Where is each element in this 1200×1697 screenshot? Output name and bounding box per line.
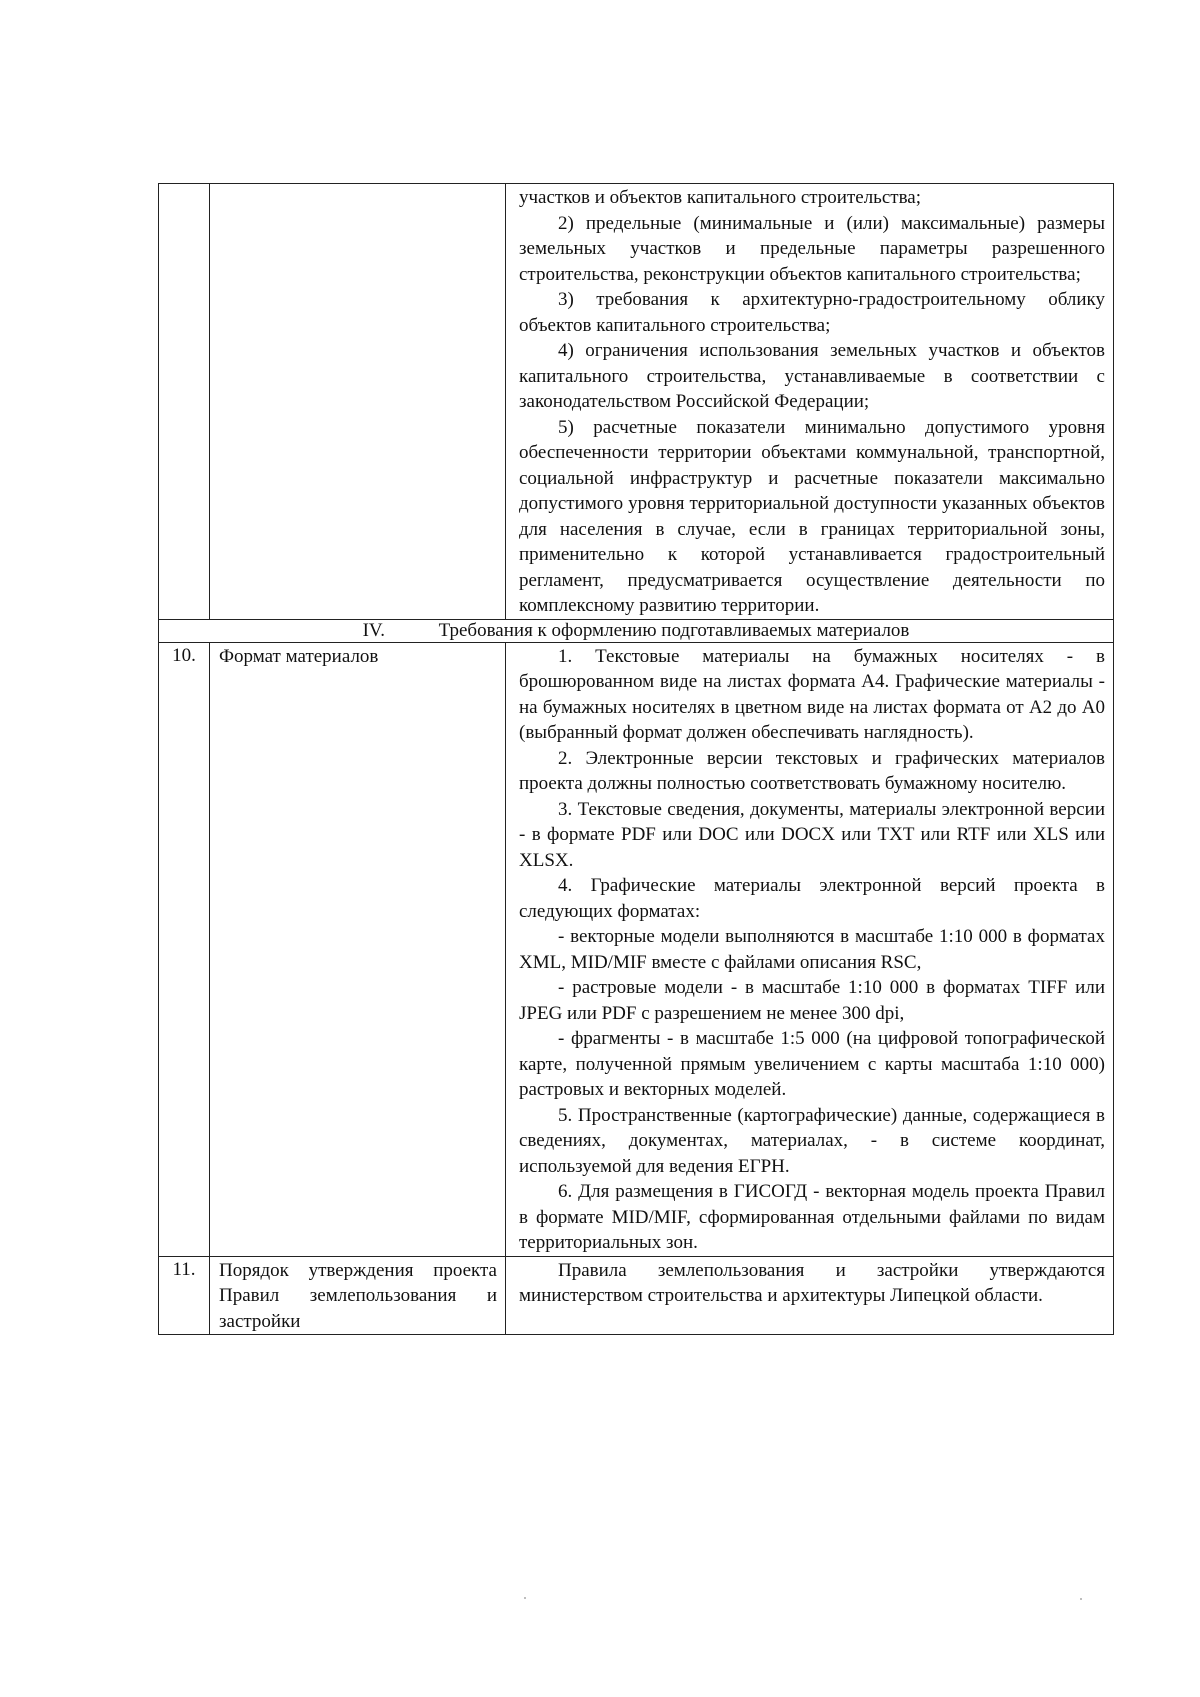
row-name-cell [210, 184, 506, 620]
content-paragraph: 4) ограничения использования земельных участков и объектов капитального строительства, устанавливаемые в соответствии с законодательством Российской Федерации; [519, 340, 1105, 412]
content-paragraph: 4. Графические материалы электронной версий проекта в следующих форматах: [519, 875, 1105, 922]
section-header-cell [159, 619, 1114, 642]
row-content-cell [506, 1256, 1114, 1335]
table-row-continued [159, 184, 1114, 620]
content-paragraph: 5) расчетные показатели минимально допустимого уровня обеспеченности территории объектами коммунальной, транспортной, социальной инфраструктур и расчетные показатели максимально допустимого уровня территориальной доступности указанных объектов для населения в случае, если в границах территориальной зоны, применительно к которой устанавливается градостроительный регламент, предусматривается осуществление деятельности по комплексному развитию территории. [519, 416, 1105, 616]
row-name-text: Порядок утверждения проекта Правил землепользования и застройки [219, 1259, 497, 1332]
content-paragraph: Правила землепользования и застройки утверждаются министерством строительства и архитектуры Липецкой области. [519, 1259, 1105, 1306]
section-header-row [159, 619, 1114, 642]
content-paragraph: 5. Пространственные (картографические) данные, содержащиеся в сведениях, документах, материалах, - в системе координат, используемой для ведения ЕГРН. [519, 1104, 1105, 1177]
row-name [210, 1256, 506, 1335]
row-number: 11. [159, 1256, 210, 1335]
document-table [158, 183, 1114, 1335]
content-paragraph: - фрагменты - в масштабе 1:5 000 (на цифровой топографической карте, полученной прямым увеличением с карты масштаба 1:10 000) растровых и векторных моделей. [519, 1028, 1105, 1100]
section-title: Требования к оформлению подготавливаемых материалов [438, 619, 910, 641]
content-paragraph: - растровые модели - в масштабе 1:10 000 в форматах TIFF или JPEG или PDF с разрешением не менее 300 dpi, [519, 977, 1105, 1024]
content-paragraph: 3) требования к архитектурно-градостроительному облику объектов капитального строительства; [519, 289, 1105, 336]
content-paragraph: 2. Электронные версии текстовых и графических материалов проекта должны полностью соответствовать бумажному носителю. [519, 747, 1105, 794]
content-paragraph: 3. Текстовые сведения, документы, материалы электронной версии - в формате PDF или DOC или DOCX или TXT или RTF или XLS или XLSX. [519, 798, 1105, 871]
content-paragraph: 1. Текстовые материалы на бумажных носителях - в брошюрованном виде на листах формата А4. Графические материалы - на бумажных носителях в цветном виде на листах формата от А2 до А0 (выбранный формат должен обеспечивать наглядность). [519, 645, 1105, 743]
content-paragraph: 6. Для размещения в ГИСОГД - векторная модель проекта Правил в формате MID/MIF, сформированная отдельными файлами по видам территориальных зон. [519, 1181, 1105, 1253]
row-content-cell [506, 184, 1114, 620]
section-number: IV. [362, 619, 385, 641]
row-number: 10. [159, 642, 210, 1256]
row-name-text: Формат материалов [219, 645, 379, 667]
row-number-cell [159, 184, 210, 620]
scan-artifact [524, 1597, 526, 1599]
content-paragraph: участков и объектов капитального строительства; [519, 187, 922, 208]
table-row [159, 1256, 1114, 1335]
row-content-cell [506, 642, 1114, 1256]
content-paragraph: 2) предельные (минимальные и (или) максимальные) размеры земельных участков и предельные параметры разрешенного строительства, реконструкции объектов капитального строительства; [519, 212, 1105, 285]
content-paragraph: - векторные модели выполняются в масштабе 1:10 000 в форматах XML, MID/MIF вместе с файлами описания RSC, [519, 926, 1105, 973]
table-row [159, 642, 1114, 1256]
scan-artifact [1080, 1598, 1082, 1600]
row-name [210, 642, 506, 1256]
